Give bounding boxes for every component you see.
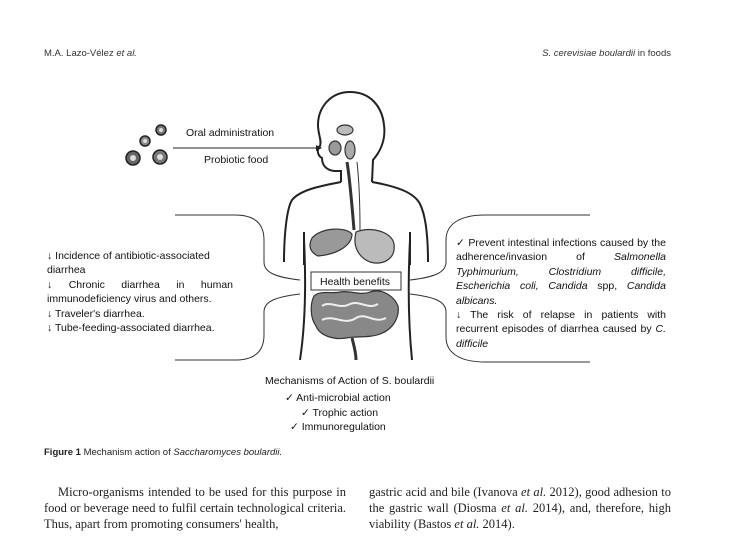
spp-text: spp, [587,280,627,293]
yeast-cells-illustration [126,125,167,165]
figure-caption [44,447,282,458]
health-benefits-label: Health benefits [320,276,391,288]
caption-label: Figure 1 [44,447,81,458]
body-right-column [369,484,671,532]
title-rest: in foods [635,48,671,59]
title-italic: S. cerevisiae boulardii [542,48,636,59]
c-difficile-italic: C. difficile [456,323,666,350]
administration-arrow [173,145,322,151]
left-benefit-item: ↓ Incidence of antibiotic-associated diarrhea [47,250,210,277]
body-text: 2014). [479,517,515,531]
right-benefit-item-infections [456,236,666,308]
body-paragraph: Micro-organisms intended to be used for this purpose in food or beverage need to fulfil certain technological criteria. Thus, apart from promoting consumers' health, [44,485,346,531]
probiotic-food-label: Probiotic food [204,154,269,166]
left-benefit-item: ↓ Chronic diarrhea in human immunodeficiency virus and others. [47,278,233,306]
body-text: 2012), good adhesion to the gastric wall (Diosma [369,485,671,515]
right-benefits-box [456,236,666,351]
authors-etal: et al. [116,48,137,59]
right-benefit-item-relapse [456,308,666,351]
pathogens-italic: Salmonella Typhimurium, Clostridium difficile, Escherichia coli, Candida [456,251,666,293]
mechanisms-title: Mechanisms of Action of S. boulardii [265,375,435,387]
caption-species: Saccharomyces boulardii. [173,447,283,458]
body-left-column [44,484,346,532]
left-benefit-item: ↓ Tube-feeding-associated diarrhea. [47,322,215,335]
mechanism-item: ✓ Anti-microbial action [285,392,391,404]
body-text: gastric acid and bile (Ivanova [369,485,522,499]
left-benefits-box [47,249,233,335]
authors-text: M.A. Lazo-Vélez [44,48,117,59]
oral-administration-label: Oral administration [186,127,275,139]
citation-etal: et al. [501,501,528,515]
mechanism-item: ✓ Trophic action [301,407,379,419]
infections-text: ✓ Prevent intestinal infections caused by the adherence/invasion of [456,237,666,264]
caption-text: Mechanism action of [80,447,174,458]
body-paragraph [369,484,671,532]
candida-albicans-italic: Candida albicans. [456,280,666,307]
mechanism-item: ✓ Immunoregulation [290,421,386,433]
digestive-organs-illustration [310,125,398,360]
citation-etal: et al. [454,517,480,531]
body-text: 2014), and, therefore, high viability (Bastos [369,501,671,531]
citation-etal: et al. [521,485,547,499]
relapse-text: ↓ The risk of relapse in patients with recurrent episodes of diarrhea caused by [456,309,666,336]
left-benefit-item: ↓ Traveler's diarrhea. [47,307,145,320]
